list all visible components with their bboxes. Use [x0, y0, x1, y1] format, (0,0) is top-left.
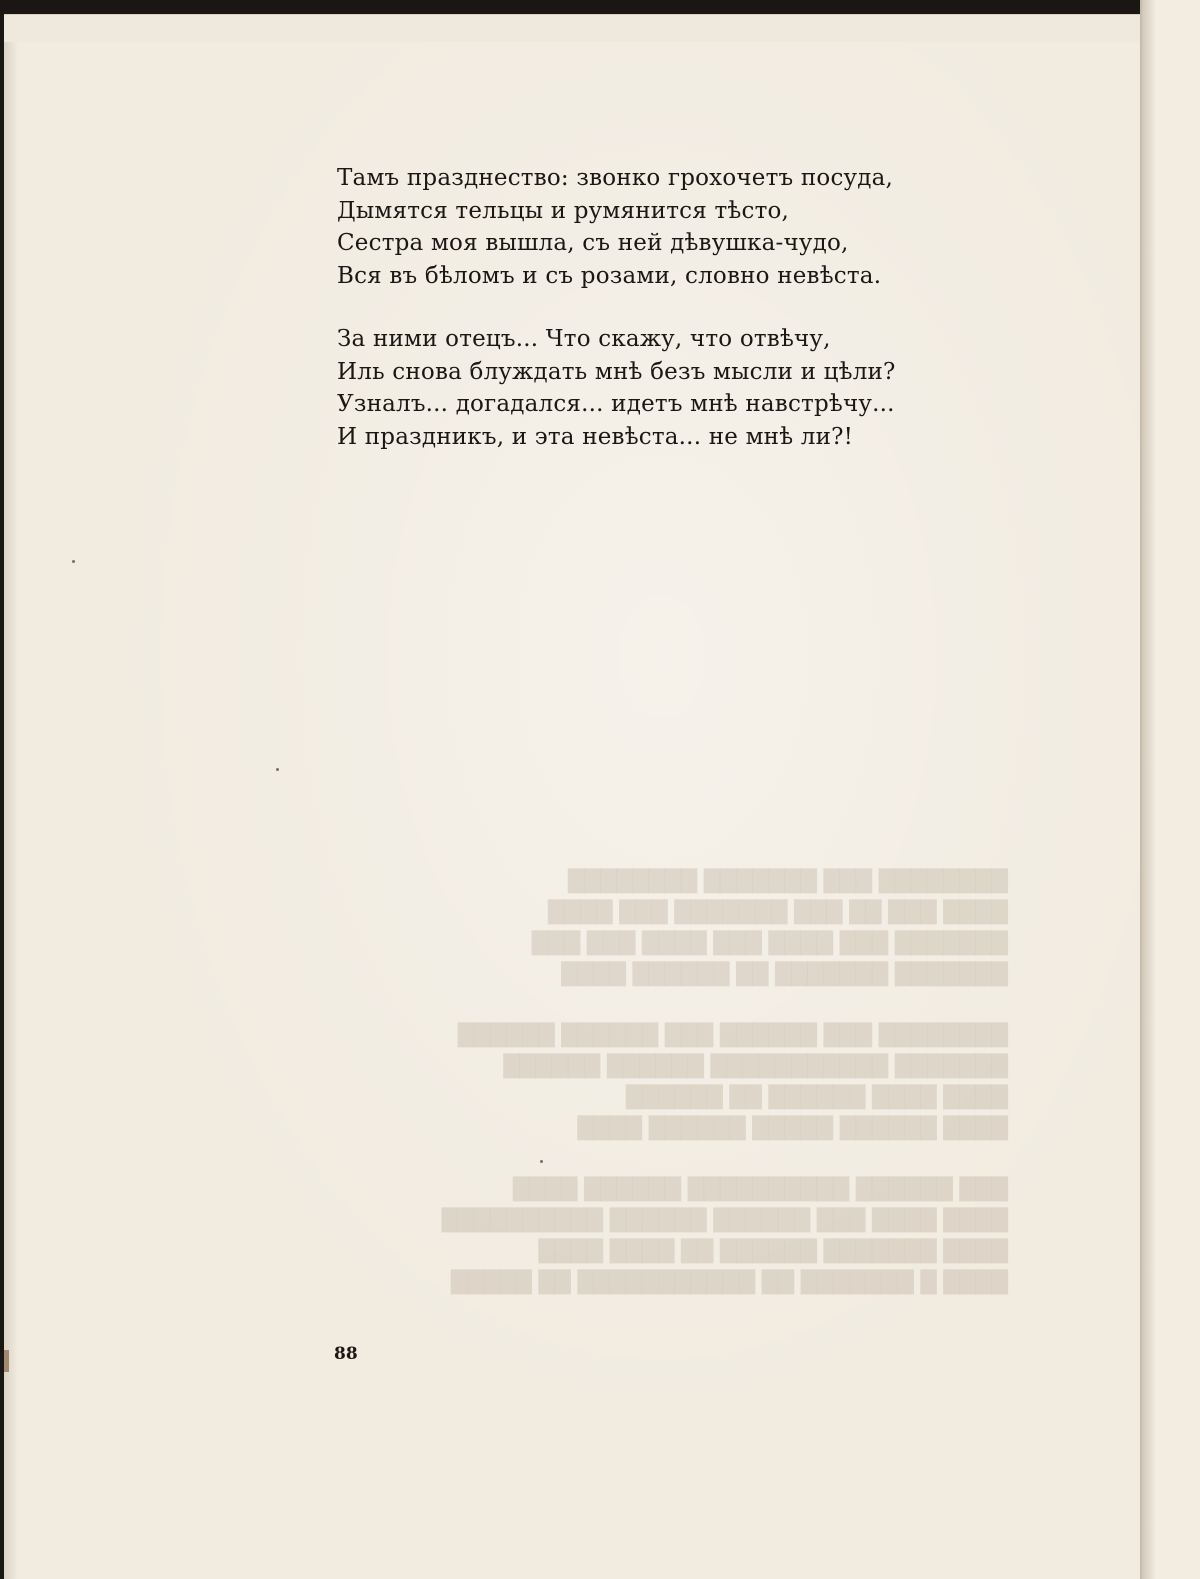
ghost-line: ████ ████ ██████ ██ ██████: [626, 1085, 1008, 1109]
ghost-line: ████ ████ ███ ██████ ██████ ██████████: [441, 1208, 1008, 1232]
ghost-line: ███████ ███████ ██ ██████ ████: [561, 962, 1008, 986]
ghost-line: ███████ ███ ████ ███ ████ ███ ███: [531, 931, 1008, 955]
ghost-line: ████ ███ ██ ███ ███████ ███ ████: [548, 900, 1008, 924]
ghost-stanza: [408, 866, 1008, 990]
gutter-shadow: [1142, 0, 1156, 1579]
ghost-line: ████ ███████ ██████ ██ ████ ████: [538, 1239, 1008, 1263]
ghost-line: ███████ ███████████ ██████ ██████: [503, 1054, 1008, 1078]
stanza-1: [337, 162, 1017, 292]
poem-line: И праздникъ, и эта невѣста... не мнѣ ли?!: [337, 423, 854, 450]
ghost-line: ████████ ███ ██████ ███ ██████ ██████: [457, 1023, 1008, 1047]
poem-line: Вся въ бѣломъ и съ розами, словно невѣста.: [337, 262, 882, 289]
ghost-line: ████ ██████ █████ ██████ ████: [577, 1116, 1008, 1140]
ghost-line: ████ █ ███████ ██ ███████████ ██ █████: [451, 1270, 1008, 1294]
poem-line: Иль снова блуждать мнѣ безъ мысли и цѣли?: [337, 358, 896, 385]
poem-text: [337, 162, 1017, 484]
paper-speck: [276, 768, 279, 771]
ghost-line: ████████ ███ ███████ ████████: [568, 869, 1008, 893]
paper-speck: [72, 560, 75, 563]
ghost-stanza: [408, 1174, 1008, 1298]
ghost-stanza: [408, 1020, 1008, 1144]
poem-line: Дымятся тельцы и румянится тѣсто,: [337, 197, 790, 224]
page-number: 88: [334, 1344, 358, 1364]
poem-line: Сестра моя вышла, съ ней дѣвушка-чудо,: [337, 230, 849, 256]
ghost-line: ███ ██████ ██████████ ██████ ████: [512, 1177, 1008, 1201]
next-page-edge: [1140, 0, 1200, 1579]
binding-mark: [4, 1350, 9, 1372]
poem-line: Узналъ... догадался... идетъ мнѣ навстрѣчу...: [337, 391, 895, 417]
bleed-through-text: [408, 866, 1008, 1328]
paper-speck: [540, 1160, 543, 1163]
stanza-2: [337, 323, 1017, 453]
poem-line: Тамъ празднество: звонко грохочетъ посуда,: [337, 165, 894, 191]
poem-line: За ними отецъ... Что скажу, что отвѣчу,: [337, 326, 831, 352]
